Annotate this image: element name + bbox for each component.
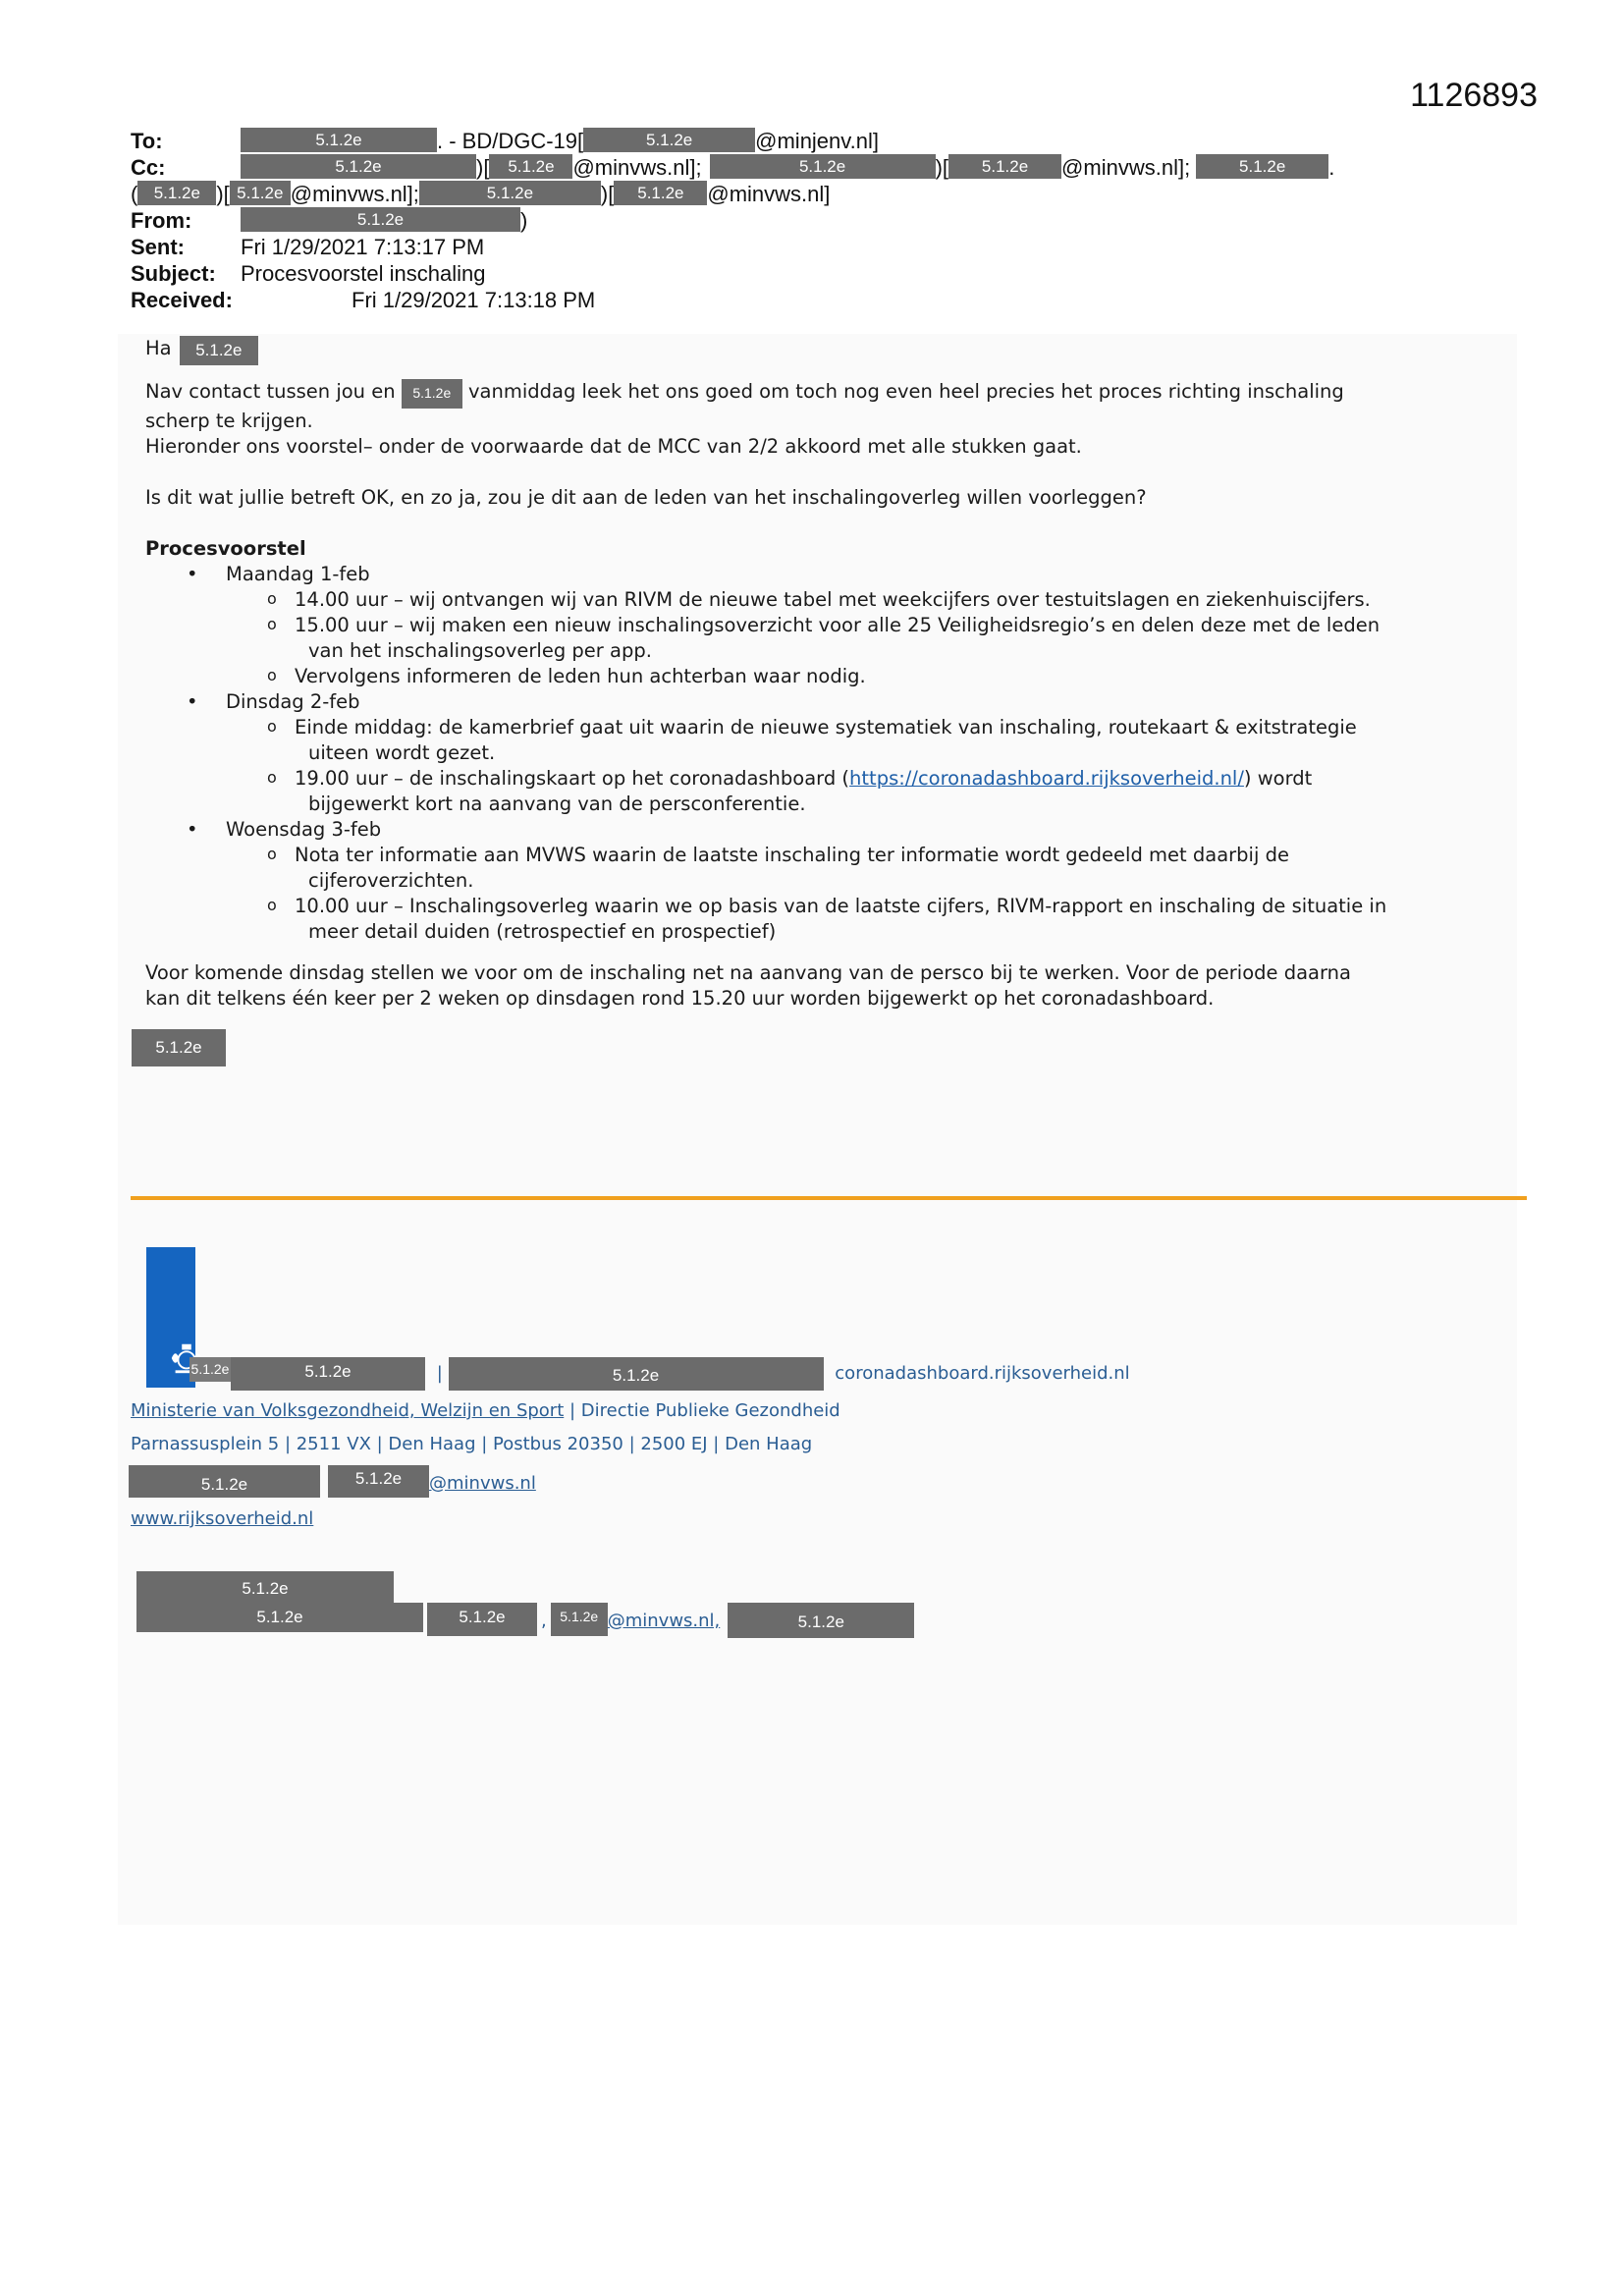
list-item: o 14.00 uur – wij ontvangen wij van RIVM de nieuwe tabel met weekcijfers over testuitslagen en ziekenhuiscijfers. bbox=[267, 587, 1520, 613]
subject-row bbox=[131, 260, 1427, 287]
coronadashboard-link[interactable]: https://coronadashboard.rijksoverheid.nl/ bbox=[849, 767, 1244, 790]
cc-domain: @minvws.nl]; bbox=[290, 182, 419, 206]
email-link[interactable]: @minvws.nl, bbox=[607, 1611, 721, 1631]
cc-value-2 bbox=[131, 181, 830, 207]
ministry-separator: | bbox=[564, 1400, 581, 1421]
to-domain: @minjenv.nl] bbox=[755, 129, 879, 153]
redaction-box: 5.1.2e bbox=[489, 154, 572, 179]
list-item-day2 bbox=[187, 689, 1520, 817]
list-item-text: Einde middag: de kamerbrief gaat uit waarin de nieuwe systematiek van inschaling, routekaart & exitstrategie bbox=[295, 716, 1357, 738]
received-value: Fri 1/29/2021 7:13:18 PM bbox=[352, 288, 596, 312]
para3-text: Voor komende dinsdag stellen we voor om de inschaling net na aanvang van de persco bij te werken. Voor de periode daarna bbox=[145, 961, 1351, 984]
signature-email-line bbox=[129, 1465, 536, 1503]
accent-divider bbox=[131, 1196, 1527, 1200]
email-header bbox=[131, 128, 1427, 313]
signature-website-line bbox=[131, 1508, 313, 1529]
email-body bbox=[118, 334, 1517, 1925]
comma-separator: , bbox=[541, 1611, 547, 1631]
redaction-box: 5.1.2e bbox=[419, 181, 601, 205]
cc-separator: )[ bbox=[216, 182, 230, 206]
para1-text: vanmiddag leek het ons goed om toch nog even heel precies het proces richting inschaling bbox=[468, 380, 1344, 403]
redaction-box: 5.1.2e bbox=[241, 154, 476, 179]
para3-text: kan dit telkens één keer per 2 weken op dinsdagen rond 15.20 uur worden bijgewerkt op het coronadashboard. bbox=[145, 987, 1215, 1010]
list-item-text: 15.00 uur – wij maken een nieuw inschalingsoverzicht voor alle 25 Veiligheidsregio’s en delen deze met de leden bbox=[295, 614, 1380, 636]
redaction-box: 5.1.2e bbox=[180, 336, 258, 365]
list-item-text: cijferoverzichten. bbox=[308, 869, 474, 892]
section-title: Procesvoorstel bbox=[145, 537, 306, 560]
cc-row-continued bbox=[131, 181, 1427, 207]
website-link[interactable]: www.rijksoverheid.nl bbox=[131, 1508, 314, 1529]
cc-separator: )[ bbox=[600, 182, 615, 206]
list-item-text: 19.00 uur – de inschalingskaart op het coronadashboard ( bbox=[295, 767, 850, 790]
list-item-text: uiteen wordt gezet. bbox=[308, 741, 496, 764]
day2-label: Dinsdag 2-feb bbox=[226, 690, 360, 713]
document-number: 1126893 bbox=[1410, 77, 1538, 114]
redaction-box: 5.1.2e bbox=[129, 1465, 320, 1498]
list-item-day1 bbox=[187, 562, 1520, 689]
para1-text: scherp te krijgen. bbox=[145, 410, 313, 432]
to-row bbox=[131, 128, 1427, 154]
from-value bbox=[241, 207, 527, 234]
redaction-box: 5.1.2e bbox=[241, 207, 520, 232]
list-item bbox=[267, 715, 1520, 766]
cc-label: Cc: bbox=[131, 155, 166, 180]
received-label: Received: bbox=[131, 288, 233, 312]
greeting bbox=[145, 336, 1520, 365]
cc-separator: )[ bbox=[476, 155, 490, 180]
rijksoverheid-logo bbox=[146, 1247, 195, 1388]
cc-value bbox=[241, 154, 1334, 181]
cc-separator: )[ bbox=[935, 155, 949, 180]
cc-row bbox=[131, 154, 1427, 181]
list-item-text: meer detail duiden (retrospectief en prospectief) bbox=[308, 920, 777, 943]
redaction-box: 5.1.2e bbox=[948, 154, 1061, 179]
signature-address-line: Parnassusplein 5 | 2511 VX | Den Haag | Postbus 20350 | 2500 EJ | Den Haag bbox=[131, 1434, 813, 1454]
received-row bbox=[131, 287, 1427, 313]
redaction-box: 5.1.2e bbox=[231, 1357, 425, 1391]
directorate-text: Directie Publieke Gezondheid bbox=[580, 1400, 840, 1421]
process-list bbox=[145, 562, 1520, 945]
greeting-text: Ha bbox=[145, 337, 172, 359]
day1-sublist bbox=[226, 587, 1520, 689]
list-item bbox=[267, 843, 1520, 894]
from-close-paren: ) bbox=[520, 208, 528, 233]
from-label: From: bbox=[131, 208, 192, 233]
redaction-box: 5.1.2e bbox=[710, 154, 936, 179]
list-item bbox=[267, 766, 1520, 817]
redaction-box: 5.1.2e bbox=[230, 181, 291, 205]
day3-sublist bbox=[226, 843, 1520, 945]
redaction-box: 5.1.2e bbox=[449, 1357, 824, 1391]
sender-signoff bbox=[132, 1029, 1520, 1066]
redaction-box: 5.1.2e bbox=[241, 128, 437, 152]
list-item bbox=[267, 894, 1520, 945]
list-item-text: ) wordt bbox=[1243, 767, 1313, 790]
day3-label: Woensdag 3-feb bbox=[226, 818, 382, 841]
email-link[interactable]: @minvws.nl bbox=[429, 1473, 536, 1494]
pipe-separator: | bbox=[436, 1363, 443, 1384]
list-item-day3 bbox=[187, 817, 1520, 945]
para1-text: Hieronder ons voorstel– onder de voorwaarde dat de MCC van 2/2 akkoord met alle stukken gaat. bbox=[145, 435, 1082, 458]
list-item-text: van het inschalingsoverleg per app. bbox=[308, 639, 652, 662]
from-row bbox=[131, 207, 1427, 234]
ministry-link[interactable]: Ministerie van Volksgezondheid, Welzijn en Sport bbox=[131, 1400, 565, 1421]
sent-value: Fri 1/29/2021 7:13:17 PM bbox=[241, 235, 485, 259]
paragraph-closing bbox=[145, 960, 1520, 1011]
redaction-box: 5.1.2e bbox=[728, 1603, 914, 1638]
redaction-box: 5.1.2e bbox=[1196, 154, 1328, 179]
to-separator: . - BD/DGC-19[ bbox=[437, 129, 584, 153]
redaction-box: 5.1.2e bbox=[583, 128, 755, 152]
email-body-content bbox=[145, 334, 1520, 1066]
signature-ministry-line bbox=[131, 1400, 840, 1421]
sent-row bbox=[131, 234, 1427, 260]
redaction-box: 5.1.2e bbox=[136, 1571, 394, 1609]
redaction-box: 5.1.2e bbox=[551, 1603, 608, 1636]
paragraph-intro bbox=[145, 379, 1520, 460]
to-label: To: bbox=[131, 129, 163, 153]
redaction-box: 5.1.2e bbox=[137, 181, 216, 205]
cc-domain: @minvws.nl]; bbox=[1061, 155, 1191, 180]
subject-value: Procesvoorstel inschaling bbox=[241, 261, 486, 286]
day2-sublist bbox=[226, 715, 1520, 817]
paragraph-question: Is dit wat jullie betreft OK, en zo ja, zou je dit aan de leden van het inschalingoverleg willen voorleggen? bbox=[145, 486, 1147, 509]
redaction-box: 5.1.2e bbox=[136, 1603, 423, 1632]
cc-dot: . bbox=[1328, 155, 1335, 180]
cc-open-paren: ( bbox=[131, 182, 138, 206]
list-item: o Vervolgens informeren de leden hun achterban waar nodig. bbox=[267, 664, 1520, 689]
list-item-text: Nota ter informatie aan MVWS waarin de laatste inschaling ter informatie wordt gedeeld met daarbij de bbox=[295, 844, 1289, 866]
list-item-text: bijgewerkt kort na aanvang van de persconferentie. bbox=[308, 793, 806, 815]
redaction-box: 5.1.2e bbox=[189, 1357, 231, 1382]
cc-domain: @minvws.nl] bbox=[707, 182, 831, 206]
list-item-text: 10.00 uur – Inschalingsoverleg waarin we op basis van de laatste cijfers, RIVM-rapport en inschaling de situatie in bbox=[295, 895, 1387, 917]
signature-contact-line-2 bbox=[136, 1603, 914, 1640]
sent-label: Sent: bbox=[131, 235, 185, 259]
redaction-box: 5.1.2e bbox=[402, 379, 462, 409]
site-text: coronadashboard.rijksoverheid.nl bbox=[835, 1363, 1130, 1384]
list-item bbox=[267, 613, 1520, 664]
redaction-box: 5.1.2e bbox=[328, 1465, 429, 1498]
redaction-box: 5.1.2e bbox=[427, 1603, 537, 1636]
redaction-box: 5.1.2e bbox=[132, 1029, 226, 1066]
day1-label: Maandag 1-feb bbox=[226, 563, 370, 585]
signature-name-line bbox=[189, 1357, 1130, 1391]
subject-label: Subject: bbox=[131, 261, 216, 286]
redaction-box: 5.1.2e bbox=[614, 181, 707, 205]
para1-text: Nav contact tussen jou en bbox=[145, 380, 396, 403]
to-value bbox=[241, 128, 879, 154]
cc-domain: @minvws.nl]; bbox=[572, 155, 702, 180]
